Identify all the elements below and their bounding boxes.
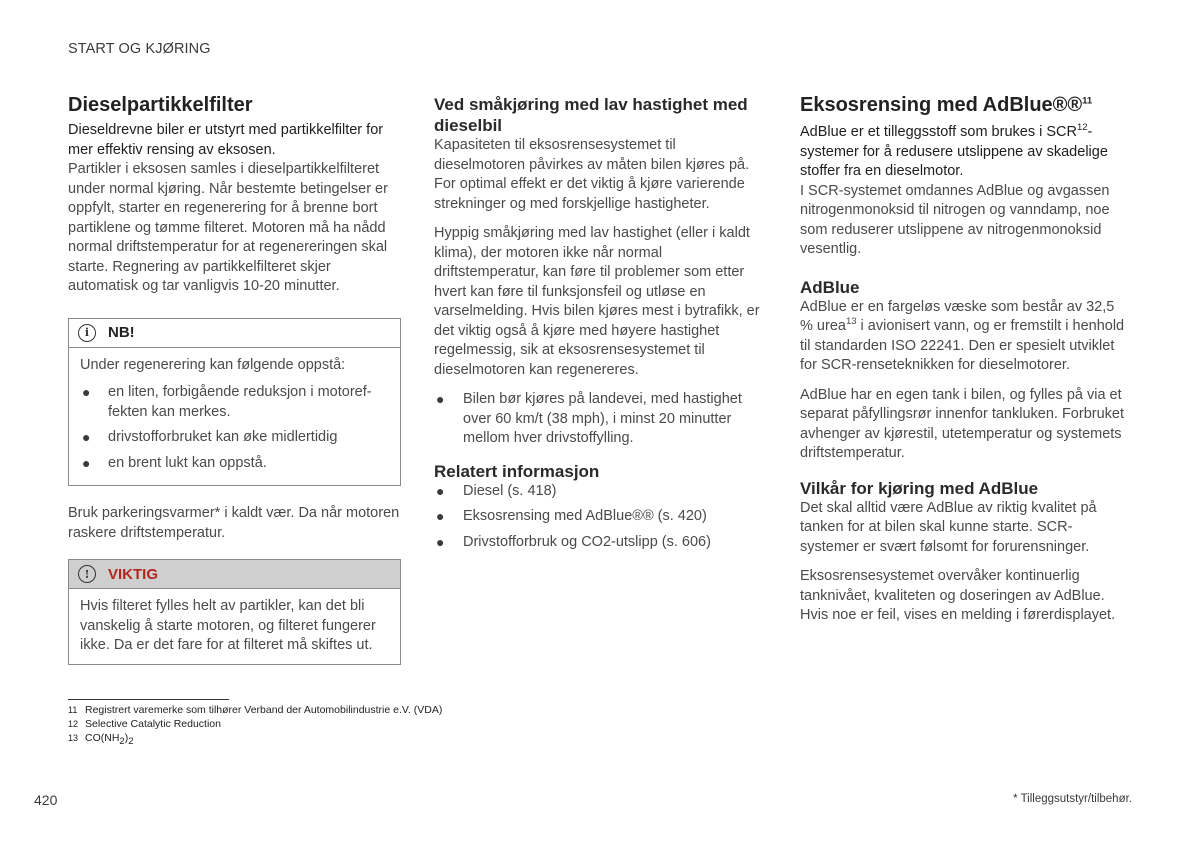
body-paragraph: I SCR-systemet omdannes AdBlue og avgassen nitrogenmonoksid til nitrogen og vanndamp, noe som reduserer utslippene av nitrogenmonoksid vesentlig. (800, 182, 1110, 257)
page-number: 420 (34, 792, 58, 808)
advice-list (434, 390, 766, 449)
warning-box (68, 559, 401, 665)
body-paragraph: AdBlue har en egen tank i bilen, og fylles på via et separat påfyllingsrør innenfor tankluken. Forbruket avhenger av kjørestil, utetemperatur og systemets driftstemperatur. (800, 386, 1124, 461)
footnote-ref-12: 12 (1076, 122, 1088, 134)
related-links-list (434, 482, 766, 553)
related-info-title: Relatert informasjon (434, 461, 600, 481)
lead-paragraph: Dieseldrevne biler er utstyrt med partikkelfilter for mer effektiv rensing av eksosen. (68, 122, 384, 158)
footnote-12: 12 Selective Catalytic Reduction (68, 718, 221, 730)
related-link-diesel[interactable]: ● Diesel (s. 418) (436, 482, 557, 499)
footnote-divider (68, 699, 229, 700)
after-note-paragraph: Bruk parkeringsvarmer* i kaldt vær. Da når motoren raskere driftstemperatur. (68, 505, 400, 541)
footnote-13: 13 $CO(NH_2)_2$ (68, 732, 134, 748)
subsection-title-vilkar: Vilkår for kjøring med AdBlue (800, 478, 1039, 498)
column-middle (434, 94, 766, 558)
section-title-smakjoring: Ved småkjøring med lav hastighet med dieselbil (434, 95, 748, 135)
body-paragraph: Kapasiteten til eksosrensesystemet til dieselmotoren påvirkes av måten bilen kjøres på. For optimal effekt er det viktig å kjøre varierende strekninger og med forskjellige hastigheter. (434, 137, 750, 212)
lead-paragraph: AdBlue er et tilleggsstoff som brukes i SCR$^{12}$-systemer for å redusere utslippene av skadelige stoffer fra en dieselmotor. (800, 122, 1108, 179)
body-paragraph: Hyppig småkjøring med lav hastighet (eller i kaldt klima), der motoren ikke når normal driftstemperatur, kan føre til problemer som etter hvert kan føre til funksjonsfeil og utløse en varselmelding. Hvis bilen kjøres mest i bytrafikk, er det viktig også å kjøre med høyere hastighet regelmessig, sik at eksosrensesystemet til dieselmotoren kan regenereres. (434, 225, 760, 378)
list-item: ● en liten, forbigående reduksjon i motoreffekten kan merkes. (82, 384, 372, 420)
footnote-ref-11: 11 (1082, 95, 1093, 107)
list-item: ● en brent lukt kan oppstå. (82, 454, 267, 471)
note-intro: Under regenerering kan følgende oppstå: (80, 356, 346, 373)
footnote-ref-13: 13 (845, 316, 857, 328)
related-link-adblue[interactable]: ● Eksosrensing med AdBlue®® (s. 420) (436, 508, 707, 524)
body-paragraph: AdBlue er en fargeløs væske som består av 32,5 % urea$^{13}$ i avionisert vann, og er fremstilt i henhold til standarden ISO 22241. Den er spesielt utviklet for SCR-renseteknikken for dieselmotorer. (800, 298, 1125, 373)
body-paragraph: Partikler i eksosen samles i dieselpartikkelfilteret under normal kjøring. Når bestemte betingelser er oppfylt, starter en regenerering for å brenne bort partiklene og tømme filteret. Motoren må ha nådd normal driftstemperatur for at regenereringen skal starte. Regnering av partikkelfilteret skjer automatisk og tar vanligvis 10-20 minutter. (68, 161, 388, 294)
warning-box-header (69, 560, 400, 589)
note-box (68, 318, 401, 487)
footnotes (68, 703, 443, 748)
section-title-dieselpartikkelfilter: Dieselpartikkelfilter (68, 94, 253, 116)
body-paragraph: Det skal alltid være AdBlue av riktig kvalitet på tanken for at bilen skal kunne starte. SCR-systemer er svært følsomt for forurensninger. (800, 499, 1097, 555)
note-list (80, 383, 389, 473)
related-link-fuel-consumption[interactable]: ● Drivstofforbruk og CO2-utslipp (s. 606) (436, 533, 711, 550)
footer-note: * Tilleggsutstyr/tilbehør. (1013, 793, 1132, 805)
list-item: ● Bilen bør kjøres på landevei, med hastighet over 60 km/t (38 mph), i minst 20 minutter mellom hver drivstoffylling. (436, 391, 742, 446)
body-paragraph: Eksosrensesystemet overvåker kontinuerlig tanknivået, kvaliteten og doseringen av AdBlue. Hvis noe er feil, vises en melding i førerdisplayet. (800, 568, 1116, 623)
column-right (800, 94, 1130, 626)
warning-text: Hvis filteret fylles helt av partikler, kan det bli vanskelig å starte motoren, og filteret fungerer ikke. Da er det fare for at filteret må skiftes ut. (80, 598, 376, 653)
warning-title: VIKTIG (108, 565, 159, 583)
info-icon: i (78, 324, 96, 342)
note-box-body (69, 348, 400, 486)
warning-icon: ! (78, 565, 96, 583)
note-box-header (69, 319, 400, 348)
column-left (68, 94, 401, 665)
footnote-11: 11 Registrert varemerke som tilhører Verband der Automobilindustrie e.V. (VDA) (68, 704, 443, 716)
subsection-title-adblue: AdBlue (800, 277, 860, 297)
list-item: ● drivstofforbruket kan øke midlertidig (82, 429, 338, 445)
warning-box-body (69, 589, 400, 664)
page-section-header: START OG KJØRING (68, 41, 211, 57)
note-title: NB! (108, 324, 135, 341)
section-title-eksosrensing: Eksosrensing med AdBlue®®$^{11}$ (800, 94, 1093, 116)
